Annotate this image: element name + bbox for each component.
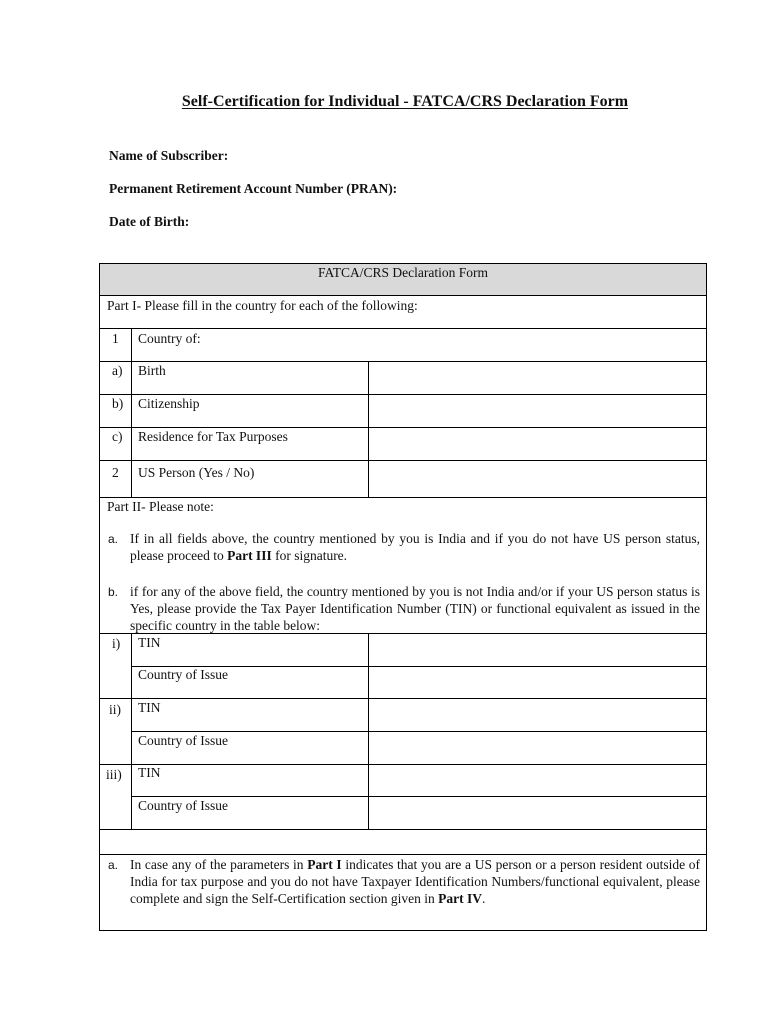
us-person-label: US Person (Yes / No) — [138, 465, 255, 480]
pran-label: Permanent Retirement Account Number (PRAN): — [109, 181, 398, 196]
tin-group-number: i) — [112, 636, 121, 651]
country-of-issue-label: Country of Issue — [138, 798, 228, 813]
subscriber-name-label: Name of Subscriber: — [109, 148, 229, 163]
tax-residence-label: Residence for Tax Purposes — [138, 429, 288, 444]
citizenship-label: Citizenship — [138, 396, 200, 411]
country-of-issue-field-3[interactable] — [369, 797, 706, 829]
row-number: b) — [112, 396, 124, 411]
note-a-text: If in all fields above, the country mentioned by you is India and if you do not have US person status, please proceed to Part III for signature. — [130, 531, 700, 563]
declaration-table — [99, 263, 707, 931]
citizenship-country-field[interactable] — [369, 395, 706, 427]
country-of-issue-label: Country of Issue — [138, 667, 228, 682]
tin-label: TIN — [138, 765, 161, 780]
row-number: 1 — [112, 331, 119, 346]
tin-field-3[interactable] — [369, 765, 706, 796]
final-note-text: In case any of the parameters in Part I indicates that you are a US person or a person resident outside of India for tax purpose and you do not have Taxpayer Identification Numbers/functional equivalent, please complete and sign the Self-Certification section given in Part IV. — [130, 857, 701, 906]
row-number: 2 — [112, 465, 119, 480]
tin-group-number: ii) — [109, 702, 121, 717]
country-of-label: Country of: — [138, 331, 201, 346]
final-note-marker: a. — [108, 858, 119, 872]
tax-residence-country-field[interactable] — [369, 428, 706, 460]
country-of-issue-label: Country of Issue — [138, 733, 228, 748]
date-of-birth-label: Date of Birth: — [109, 214, 190, 229]
tin-label: TIN — [138, 700, 161, 715]
part1-heading: Part I- Please fill in the country for each of the following: — [107, 298, 418, 313]
note-b-marker: b. — [108, 585, 119, 599]
part2-heading: Part II- Please note: — [107, 499, 214, 514]
tin-field-2[interactable] — [369, 699, 706, 731]
note-a-marker: a. — [108, 532, 119, 546]
tin-label: TIN — [138, 635, 161, 650]
birth-label: Birth — [138, 363, 166, 378]
row-number: a) — [112, 363, 123, 378]
row-number: c) — [112, 429, 123, 444]
tin-field-1[interactable] — [369, 634, 706, 666]
birth-country-field[interactable] — [369, 362, 706, 394]
tin-group-number: iii) — [106, 767, 122, 782]
note-b-text: if for any of the above field, the country mentioned by you is not India and/or if your US person status is Yes, please provide the Tax Payer Identification Number (TIN) or functional equivalent as issued in the specific country in the table below: — [130, 584, 700, 633]
us-person-field[interactable] — [369, 461, 706, 497]
country-of-issue-field-1[interactable] — [369, 667, 706, 698]
table-header: FATCA/CRS Declaration Form — [318, 265, 488, 280]
country-of-issue-field-2[interactable] — [369, 732, 706, 764]
form-title: Self-Certification for Individual - FATCA/CRS Declaration Form — [181, 93, 629, 110]
